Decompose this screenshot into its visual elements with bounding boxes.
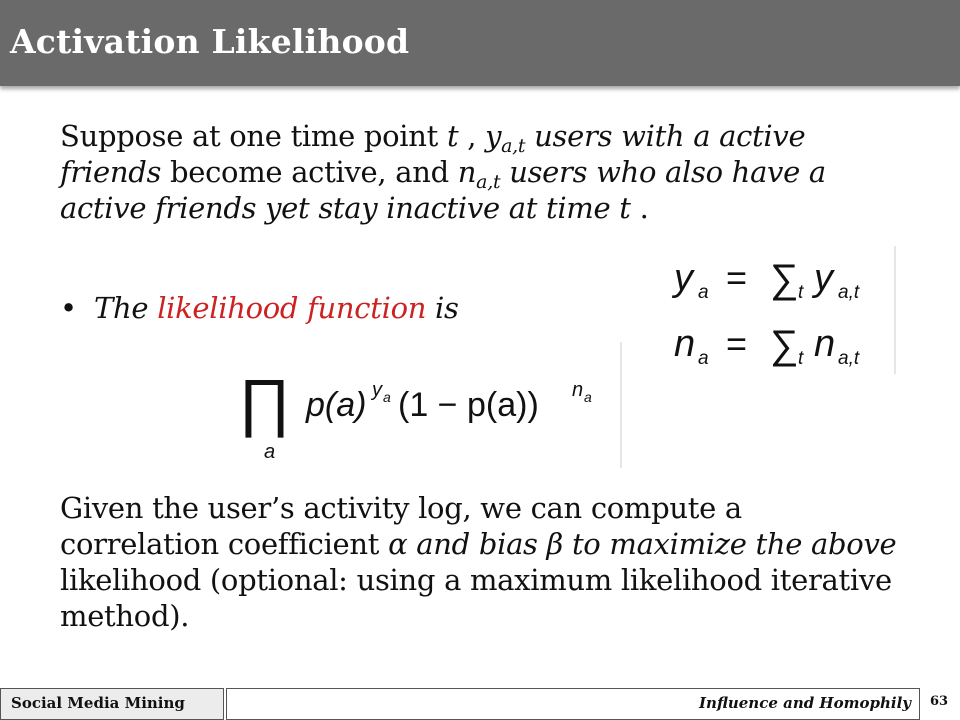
p1-n-sub: a,t bbox=[476, 171, 501, 193]
footer bbox=[0, 688, 960, 720]
footer-course-box bbox=[0, 688, 224, 720]
p1-text-a: Suppose at one time point bbox=[60, 119, 447, 153]
ya-rhs: y bbox=[814, 257, 833, 299]
bullet-pre: The bbox=[94, 291, 158, 325]
ya-lhs: y bbox=[674, 257, 693, 299]
ya-sum-sub: t bbox=[798, 282, 804, 303]
product-icon: ∏ bbox=[238, 366, 291, 438]
paragraph-definition bbox=[60, 118, 900, 226]
p1-t2: t bbox=[619, 191, 631, 225]
p1-text-e: users who also have a active friends yet stay inactive at time bbox=[60, 155, 826, 225]
slide-title: Activation Likelihood bbox=[10, 22, 410, 61]
p1-text-c: users with a active friends bbox=[60, 119, 806, 189]
na-eq: = bbox=[726, 323, 748, 364]
footer-course-title: Social Media Mining bbox=[11, 694, 185, 712]
na-sum-icon: ∑ bbox=[770, 323, 799, 367]
sum-formulas bbox=[664, 246, 896, 374]
prod-exp-1: y bbox=[372, 379, 382, 401]
p1-text-d: become active, and bbox=[161, 155, 458, 189]
p1-y: y bbox=[485, 119, 502, 153]
ya-eq: = bbox=[726, 257, 748, 298]
title-bar bbox=[0, 0, 960, 86]
bullet-highlight: likelihood function bbox=[157, 291, 427, 325]
p1-t: t bbox=[446, 119, 459, 153]
prod-exp-1-sub: a bbox=[383, 389, 391, 405]
na-rhs-sub: a,t bbox=[838, 348, 860, 369]
prod-exp-2: n bbox=[572, 379, 584, 401]
ya-lhs-sub: a bbox=[698, 282, 709, 303]
likelihood-formula-svg bbox=[236, 342, 618, 468]
prod-exp-2-sub: a bbox=[584, 389, 592, 405]
bullet-dot-icon: • bbox=[60, 291, 77, 325]
likelihood-formula bbox=[236, 342, 622, 468]
paragraph-estimation bbox=[60, 490, 900, 634]
footer-chapter-title: Influence and Homophily bbox=[699, 694, 911, 712]
p1-n: n bbox=[457, 155, 477, 189]
product-sub: a bbox=[264, 441, 276, 463]
bullet-likelihood bbox=[60, 290, 459, 326]
na-lhs: n bbox=[674, 323, 696, 365]
p1-y-sub: a,t bbox=[501, 135, 526, 157]
prod-body-2: (1 − p(a)) bbox=[398, 386, 539, 424]
p2-text-a: Given the user’s activity log, we can compute a correlation coefficient bbox=[60, 491, 742, 561]
ya-rhs-sub: a,t bbox=[838, 282, 860, 303]
ya-sum-icon: ∑ bbox=[770, 257, 799, 301]
bullet-post: is bbox=[426, 291, 459, 325]
p1-text-b: , bbox=[458, 119, 486, 153]
p2-text-b: α and bias β to maximize the above bbox=[388, 527, 897, 561]
p2-text-c: likelihood (optional: using a maximum likelihood iterative method). bbox=[60, 563, 892, 633]
na-lhs-sub: a bbox=[698, 348, 709, 369]
footer-chapter-box bbox=[226, 688, 920, 720]
sum-formulas-svg bbox=[664, 246, 892, 374]
p1-text-f: . bbox=[630, 191, 649, 225]
page-number: 63 bbox=[930, 694, 949, 709]
na-sum-sub: t bbox=[798, 348, 804, 369]
na-rhs: n bbox=[814, 323, 836, 365]
prod-body-1: p(a) bbox=[306, 386, 367, 424]
